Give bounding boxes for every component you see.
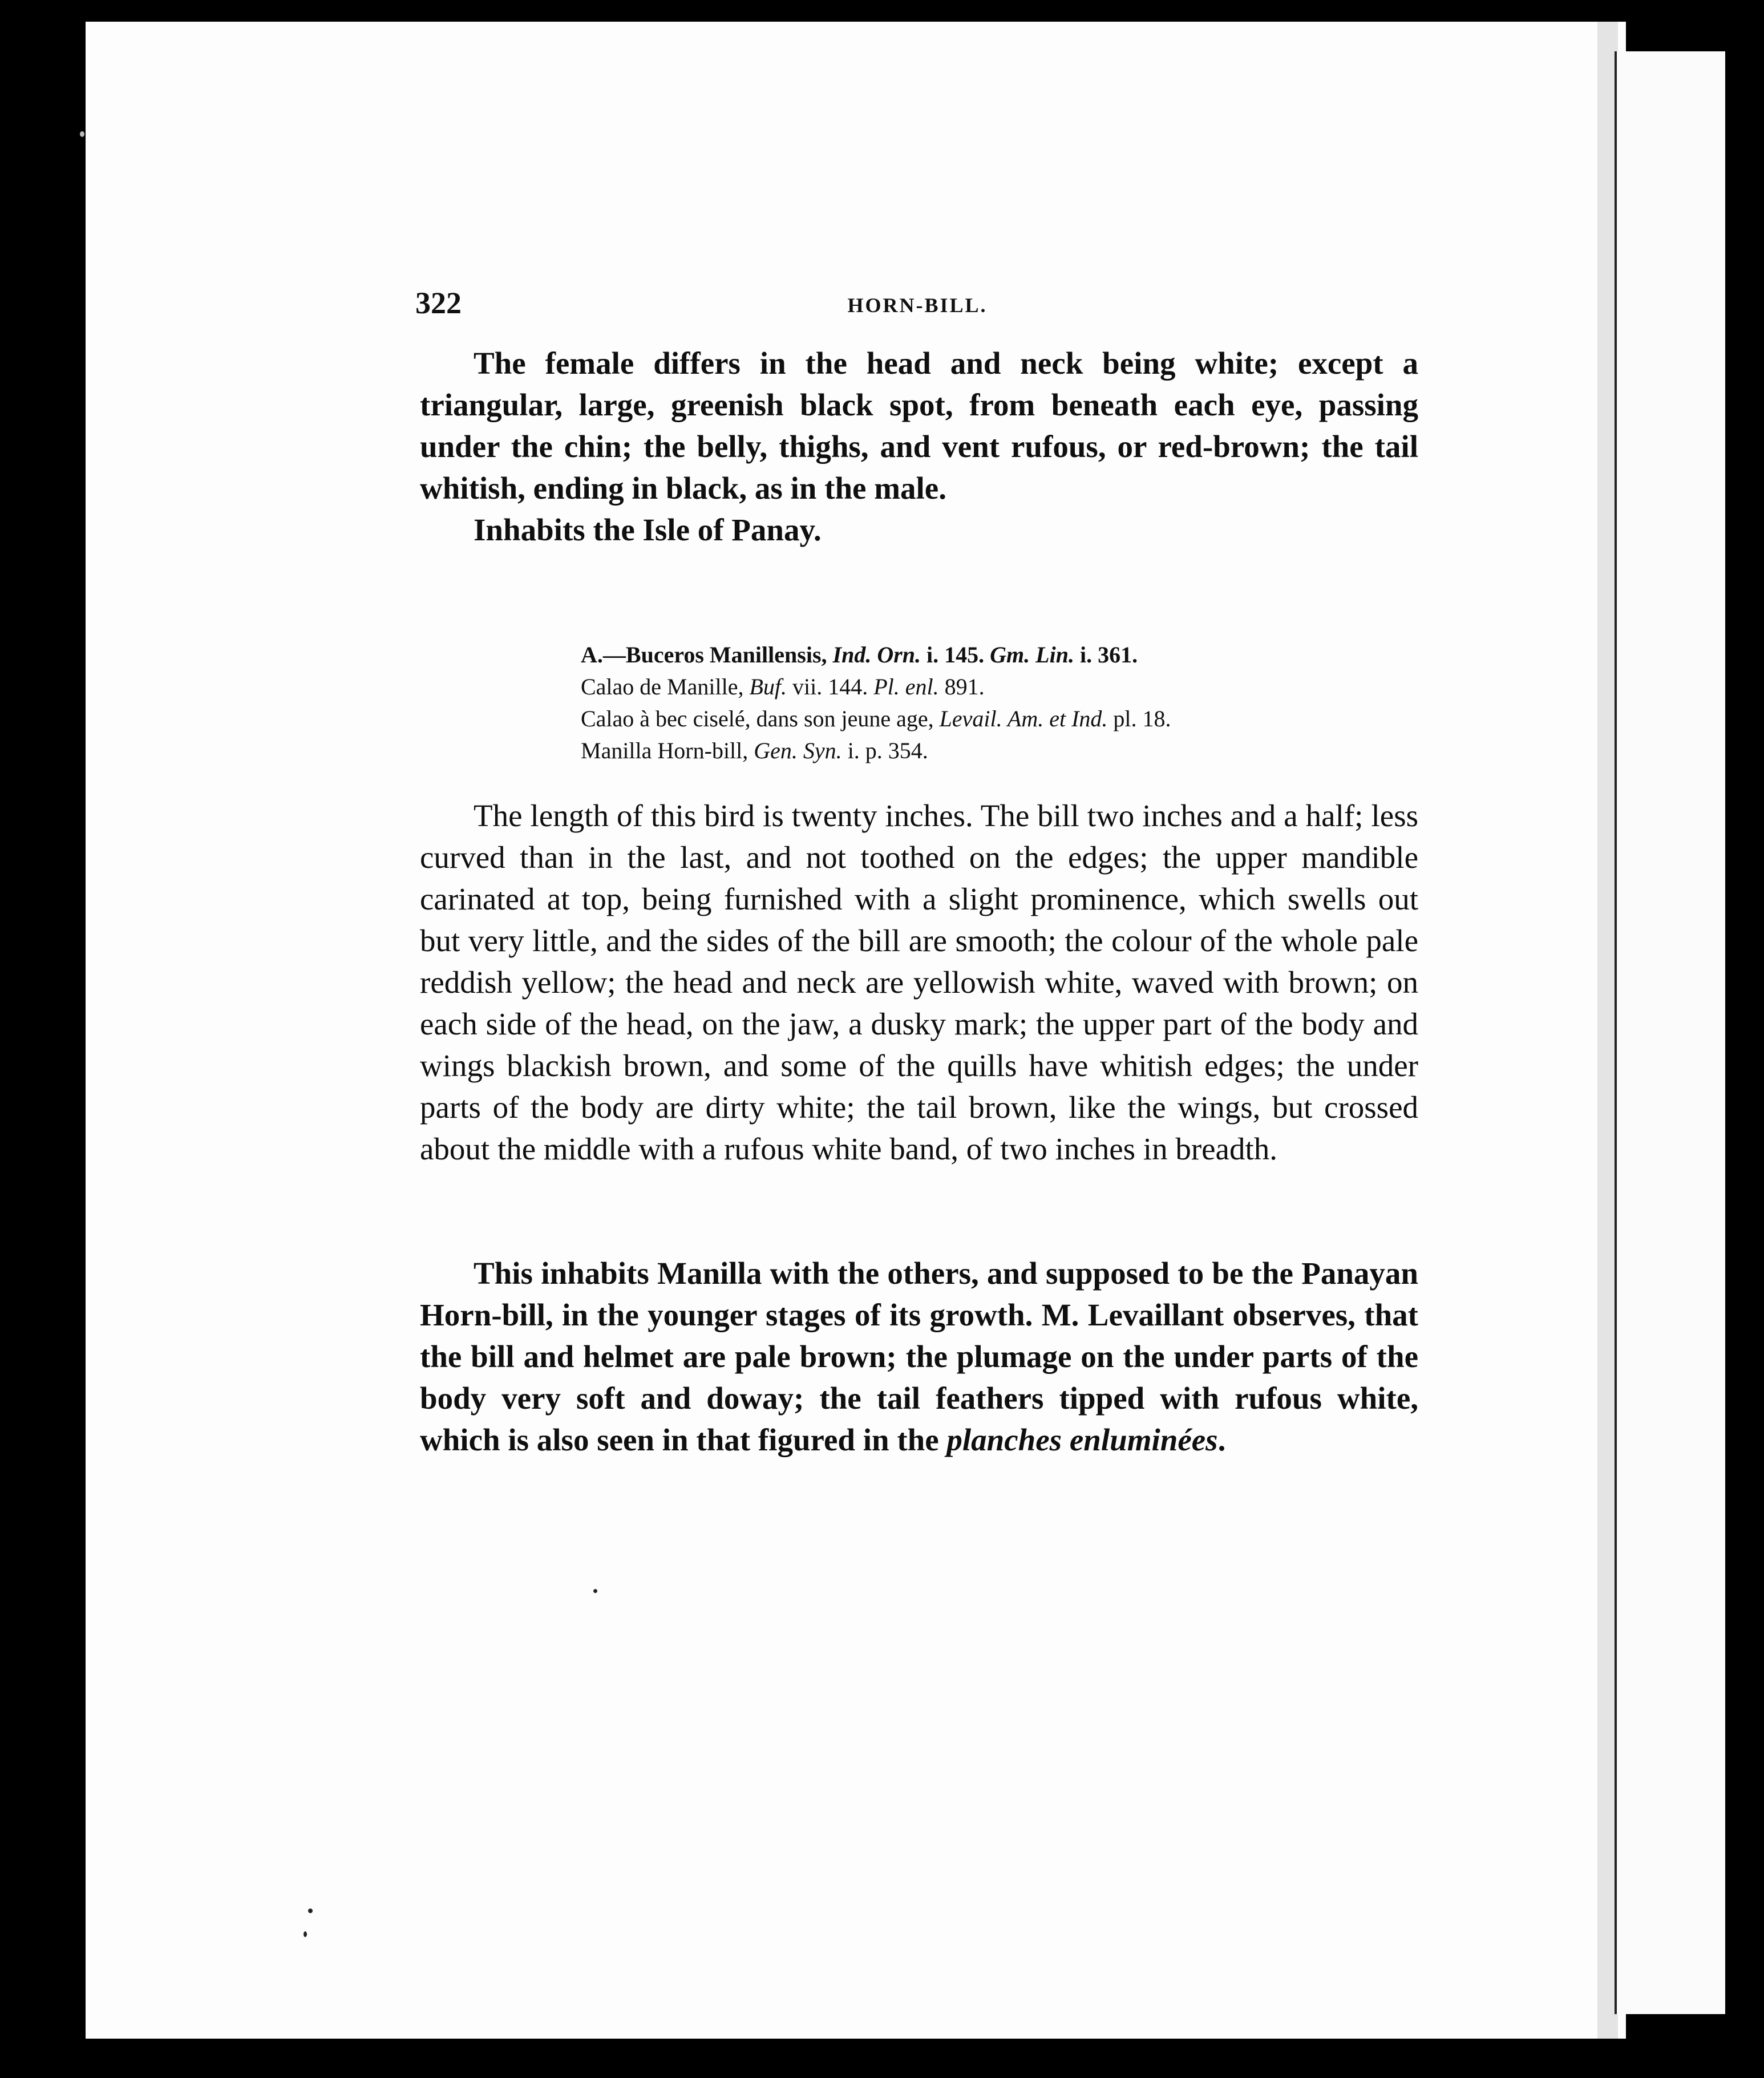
page-number: 322 — [415, 286, 462, 320]
ink-speck — [308, 1909, 313, 1913]
paragraph-description: The length of this bird is twenty inches. The bill two inches and a half; less curved than in the last, and not toothed on the edges; the upper mandible carinated at top, being furnished with a slight prominence, which swells out but very little, and the sides of the bill are smooth; the colour of the whole pale reddish yellow; the head and neck are yellowish white, waved with brown; on each side of the head, on the jaw, a dusky mark; the upper part of the body and wings blackish brown, and some of the quills have whitish edges; the under parts of the body are dirty white; the tail brown, like the wings, but crossed about the middle with a rufous white band, of two inches in breadth. — [420, 798, 1418, 1166]
citation-source: Gen. Syn. — [754, 738, 842, 763]
citation-ref: i. 145. — [921, 642, 990, 668]
citation-source: Ind. Orn. — [832, 642, 921, 668]
synonymy-block — [581, 639, 1437, 767]
ink-speck — [304, 1931, 307, 1937]
paragraph-female: The female differs in the head and neck being white; except a triangular, large, greenish black spot, from beneath each eye, passing under the chin; the belly, thighs, and vent rufous, or red-brown; the tail whitish, ending in black, as in the male. — [420, 346, 1418, 506]
female-description — [420, 342, 1418, 551]
citation-ref: pl. 18. — [1107, 706, 1171, 731]
levaillant-text: This inhabits Manilla with the others, and supposed to be the Panayan Horn-bill, in the younger stages of its growth. M. Levaillant observes, that the bill and helmet are pale brown; the plumage on the under parts of the body very soft and doway; the tail feathers tipped with rufous white, which is also seen in that figured in the — [420, 1256, 1418, 1457]
citation-ref: 891. — [938, 674, 985, 700]
ink-speck — [593, 1589, 597, 1593]
synonymy-line-3 — [581, 703, 1437, 735]
facing-page-edge — [1615, 51, 1725, 2014]
citation-source: Buf. — [749, 674, 787, 700]
citation-source: Gm. Lin. — [990, 642, 1074, 668]
citation-source: Pl. enl. — [873, 674, 939, 700]
citation-ref: i. 361. — [1074, 642, 1138, 668]
ink-speck — [80, 131, 84, 137]
synonym-name: Manilla Horn-bill, — [581, 738, 754, 763]
synonymy-line-2 — [581, 671, 1437, 703]
synonym-name: Calao à bec ciselé, dans son jeune age, — [581, 706, 940, 731]
sentence-end: . — [1217, 1422, 1226, 1457]
habitat-notes-block — [420, 1252, 1418, 1461]
synonym-name: A.—Buceros Manillensis, — [581, 642, 833, 668]
synonym-name: Calao de Manille, — [581, 674, 750, 700]
planches-enluminees: planches enluminées — [946, 1422, 1218, 1457]
citation-ref: vii. 144. — [787, 674, 874, 700]
citation-ref: i. p. 354. — [841, 738, 928, 763]
citation-source: Levail. Am. et Ind. — [939, 706, 1108, 731]
paragraph-levaillant — [420, 1252, 1418, 1461]
synonymy-line-4 — [581, 735, 1437, 767]
synonymy-line-1 — [581, 639, 1437, 671]
page-header — [415, 285, 1419, 331]
running-head: HORN-BILL. — [847, 294, 988, 317]
description-block — [420, 795, 1418, 1170]
paragraph-habitat: Inhabits the Isle of Panay. — [474, 512, 822, 547]
